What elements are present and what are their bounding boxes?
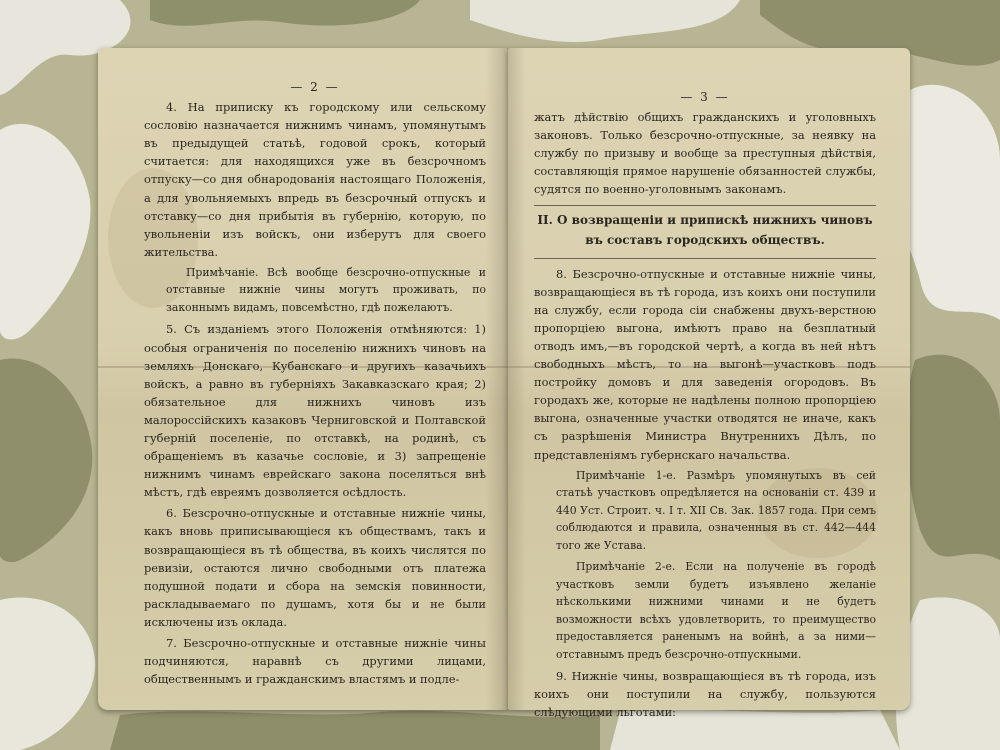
open-booklet bbox=[98, 48, 910, 720]
left-page bbox=[98, 48, 508, 710]
right-page bbox=[508, 48, 910, 720]
right-page-text bbox=[534, 88, 876, 724]
paragraph-5: 5. Съ изданіемъ этого Положенія отмѣняются: 1) особыя ограниченія по поселенію нижнихъ чиновъ на земляхъ Донскаго, Кубанскаго и другихъ казачьихъ войскъ, а равно въ губерніяхъ Закавказскаго края; 2) обязательное для нижнихъ чиновъ изъ малороссійскихъ казаковъ Черниговской и Полтавской губерній поселеніе, по отставкѣ, на родинѣ, съ обращеніемъ въ казачье сословіе, и 3) запрещеніе нижнимъ чинамъ еврейскаго закона поселяться внѣ мѣстъ, гдѣ евреямъ дозволяется осѣдлость. bbox=[144, 322, 486, 500]
page-number: — 2 — bbox=[290, 80, 340, 94]
page-number: — 3 — bbox=[680, 90, 730, 104]
note-1: Примѣчаніе 1-е. Размѣръ упомянутыхъ въ сей статьѣ участковъ опредѣляется на основаніи ст. 439 и 440 Уст. Строит. ч. I т. XII Св. Зак. 1857 года. При семъ соблюдаются и правила, означенныя въ ст. 442—444 того же Устава. bbox=[556, 468, 876, 552]
paragraph-4: 4. На приписку къ городскому или сельскому сословію назначается нижнимъ чинамъ, упомянутымъ въ предыдущей статьѣ, годовой срокъ, который считается: для находящихся уже въ безсрочномъ отпуску—со дня обнародованія настоящаго Положенія, а для увольняемыхъ впредь въ безсрочный отпускъ и отставку—со дня прибытія въ губернію, которую, по увольненіи изъ войскъ, они изберутъ для своего жительства. bbox=[144, 100, 486, 259]
note-paragraph: Примѣчаніе. Всѣ вообще безсрочно-отпускные и отставные нижніе чины могутъ проживать, по законнымъ видамъ, повсемѣстно, гдѣ пожелаютъ. bbox=[166, 265, 486, 314]
left-page-text bbox=[144, 78, 486, 691]
paragraph-8: 8. Безсрочно-отпускные и отставные нижніе чины, возвращающіеся въ тѣ города, изъ коихъ они поступили на службу, если города сіи снабжены двухъ-верстною пропорціею выгона, имѣютъ право на безплатный отводъ имъ,—въ городской чертѣ, а когда въ ней нѣтъ свободныхъ мѣстъ, то на выгонѣ—участковъ подъ постройку домовъ и для заведенія огородовъ. Въ городахъ же, которые не надѣлены полною пропорціею выгона, означенные участки отводятся не иначе, какъ съ разрѣшенія Министра Внутреннихъ Дѣлъ, по представленіямъ губернскаго начальства. bbox=[534, 266, 876, 462]
paragraph-7-continued: жатъ дѣйствію общихъ гражданскихъ и уголовныхъ законовъ. Только безсрочно-отпускные, за неявку на службу по призыву и вообще за преступныя дѣйствія, составляющія прямое нарушеніе обязанностей службы, судятся по военно-уголовнымъ законамъ. bbox=[534, 110, 876, 197]
paragraph-9: 9. Нижніе чины, возвращающіеся въ тѣ города, изъ коихъ они поступили на службу, пользуются слѣдующими льготами: bbox=[534, 669, 876, 720]
section-heading: II. О возвращеніи и припискѣ нижнихъ чиновъ въ составъ городскихъ обществъ. bbox=[534, 205, 876, 250]
paragraph-7: 7. Безсрочно-отпускные и отставные нижніе чины подчиняются, наравнѣ съ другими лицами, общественнымъ и гражданскимъ властямъ и подле- bbox=[144, 636, 486, 687]
note-2: Примѣчаніе 2-е. Если на полученіе въ городѣ участковъ земли будетъ изъявлено желаніе нѣсколькими нижними чинами и не будетъ возможности всѣхъ удовлетворить, то преимущество предоставляется раненымъ на войнѣ, а за ними—отставнымъ предъ безсрочно-отпускными. bbox=[556, 560, 876, 661]
section-rule bbox=[534, 258, 876, 259]
paragraph-6: 6. Безсрочно-отпускные и отставные нижніе чины, какъ вновь приписывающіеся къ обществамъ, такъ и возвращающіеся въ тѣ общества, въ коихъ числятся по ревизіи, остаются лично свободными отъ платежа подушной подати и сбора на земскія повинности, раскладываемаго по душамъ, хотя бы и не были исключены изъ оклада. bbox=[144, 506, 486, 629]
